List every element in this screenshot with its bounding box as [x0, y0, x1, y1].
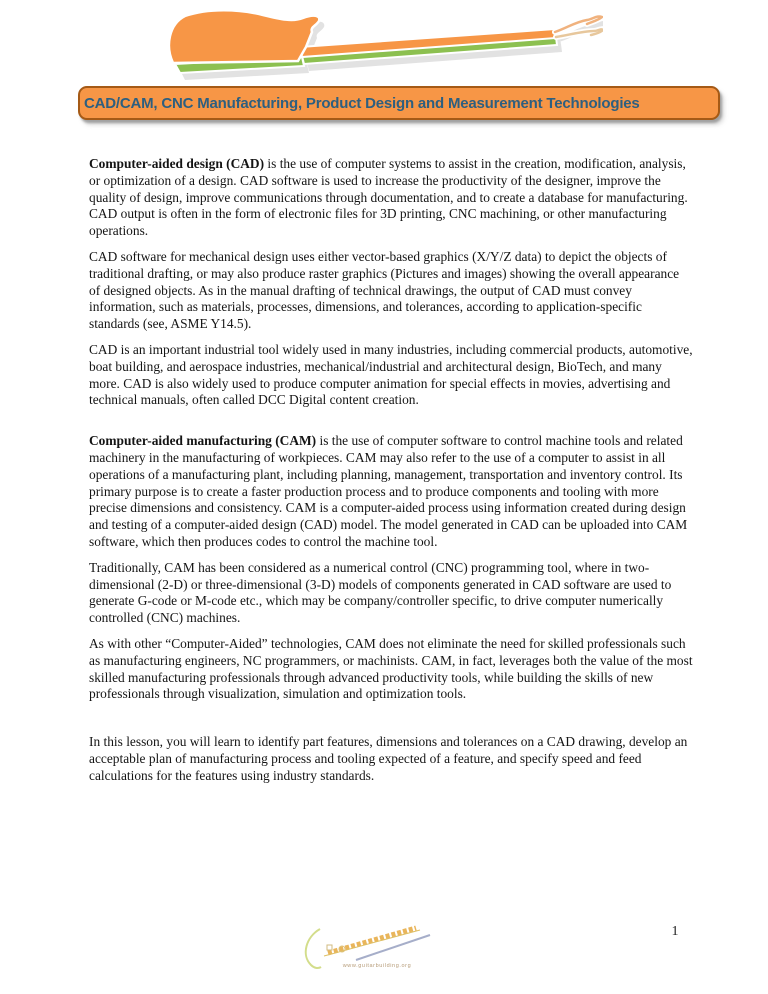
footer-logo-caption: www.guitarbuilding.org	[342, 963, 412, 969]
paragraph-text: is the use of computer systems to assist in the creation, modification, analysis, or optimization of a design. CAD software is used to increase the productivity of the designer, improve the quality of design, improve communications through documentation, and to create a database for manufacturing. CAD output is often in the form of electronic files for 3D printing, CNC machining, or other manufacturing operations.	[89, 156, 688, 239]
paragraph-cam-intro	[89, 433, 693, 551]
paragraph-text: As with other “Computer-Aided” technologies, CAM does not eliminate the need for skilled professionals such as manufacturing engineers, NC programmers, or machinists. CAM, in fact, leverages both the value of the most skilled manufacturing professionals through advanced productivity tools, while building the skills of new professionals through visualization, simulation and optimization tools.	[89, 635, 693, 702]
paragraph-cad-graphics	[89, 249, 693, 333]
paragraph-cad-industries	[89, 342, 693, 409]
paragraph-text: CAD is an important industrial tool widely used in many industries, including commercial products, automotive, boat building, and aerospace industries, mechanical/industrial and architectural design, BioTech, and many more. CAD is also widely used to produce computer animation for special effects in movies, advertising and technical manuals, often called DCC Digital content creation.	[89, 341, 693, 408]
footer-guitar-logo-graphic	[298, 913, 456, 973]
paragraph-text: CAD software for mechanical design uses either vector-based graphics (X/Y/Z data) to depict the objects of traditional drafting, or may also produce raster graphics (Pictures and images) showing the overall appearance of designed objects. As in the manual drafting of technical drawings, the output of CAD must convey information, such as materials, processes, dimensions, and tolerances, according to application-specific standards (see, ASME Y14.5).	[89, 248, 680, 332]
paragraph-text: In this lesson, you will learn to identify part features, dimensions and tolerances on a CAD drawing, develop an acceptable plan of manufacturing process and tooling expected of a feature, and specify speed and feed calculations for the features using industry standards.	[89, 734, 688, 783]
page-number: 1	[671, 924, 679, 939]
paragraph-cam-skilled	[89, 636, 693, 703]
paragraph-cad-intro	[89, 156, 693, 240]
title-banner	[78, 86, 720, 120]
paragraph-cam-cnc	[89, 560, 693, 627]
paragraph-lead-bold: Computer-aided design (CAD)	[89, 156, 265, 171]
paragraph-lesson-goals	[89, 734, 693, 784]
document-body	[89, 156, 693, 794]
paragraph-lead-bold: Computer-aided manufacturing (CAM)	[89, 433, 317, 449]
page-title: CAD/CAM, CNC Manufacturing, Product Design and Measurement Technologies	[84, 94, 640, 112]
guitar-logo-graphic	[163, 6, 603, 82]
paragraph-text: is the use of computer software to control machine tools and related machinery in the manufacturing of workpieces. CAM may also refer to the use of a computer to assist in all operations of a manufacturing plant, including planning, management, transportation and inventory control. Its primary purpose is to create a faster production process and to produce components and tooling with more precise dimensions and consistency. CAM is a computer-aided process using information created during design and testing of a computer-aided design (CAD) model. The model generated in CAD can be uploaded into CAM software, which then produces codes to control the machine tool.	[89, 433, 688, 549]
footer-guitar-logo	[298, 913, 456, 973]
paragraph-text: Traditionally, CAM has been considered as a numerical control (CNC) programming tool, where in two-dimensional (2-D) or three-dimensional (3-D) models of components generated in CAD software are used to generate G-code or M-code etc., which may be company/controller specific, to drive computer numerically controlled (CNC) machines.	[89, 559, 672, 626]
guitar-logo	[163, 6, 603, 82]
